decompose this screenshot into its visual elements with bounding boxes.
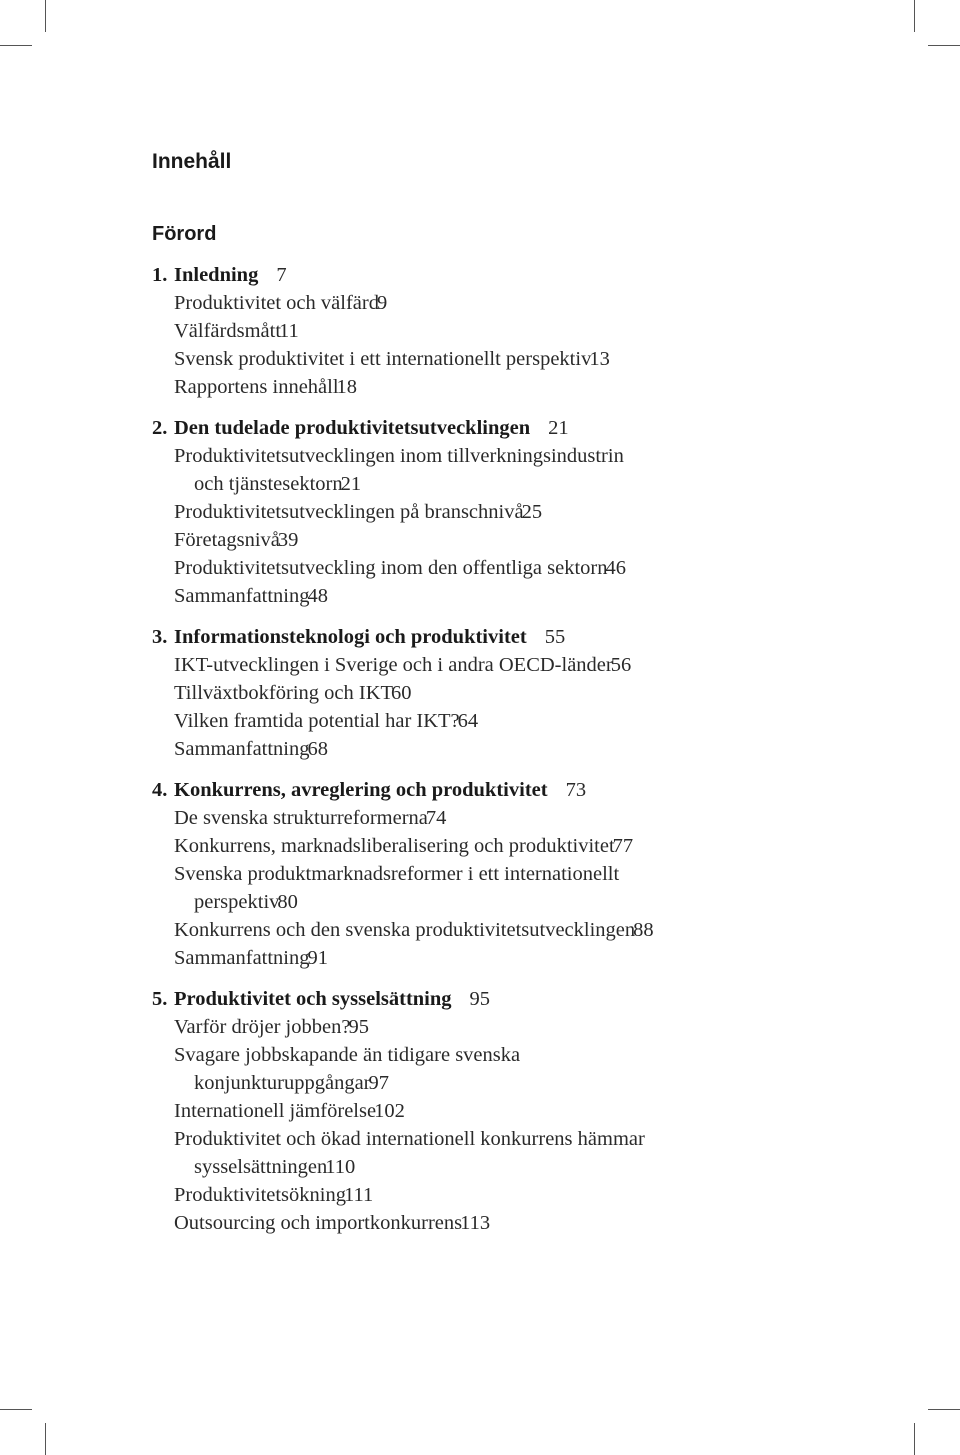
entry-page-number: 56 xyxy=(610,654,632,676)
chapter-heading xyxy=(152,985,932,1013)
entry-page-number: 110 xyxy=(325,1156,356,1178)
entry-page-number: 97 xyxy=(368,1072,389,1094)
crop-mark xyxy=(928,45,960,46)
entry-title-line: Svensk produktivitet i ett internationellt perspektiv xyxy=(174,348,592,370)
entry-title-line: Produktivitetsutveckling inom den offentliga sektorn xyxy=(174,557,608,579)
toc-entry xyxy=(174,860,932,916)
chapter-page-number: 7 xyxy=(276,264,287,286)
entry-page-number: 80 xyxy=(277,891,298,913)
toc-entry xyxy=(174,526,932,554)
entry-page-number: 60 xyxy=(391,682,412,704)
page-title: Innehåll xyxy=(152,150,232,173)
toc-chapter xyxy=(152,776,932,972)
entry-title-line: Svenska produktmarknadsreformer i ett internationellt xyxy=(174,863,620,885)
crop-mark xyxy=(0,45,32,46)
entry-title-line: Outsourcing och importkonkurrens xyxy=(174,1212,463,1234)
toc-entry xyxy=(174,651,932,679)
entry-title-line: Sammanfattning xyxy=(174,738,310,760)
toc-chapter xyxy=(152,985,932,1237)
toc-chapters xyxy=(152,261,932,1237)
entry-title-line: Konkurrens, marknadsliberalisering och produktivitet xyxy=(174,835,615,857)
entry-title-line: Rapportens innehåll xyxy=(174,376,339,398)
chapter-title: Den tudelade produktivitetsutvecklingen xyxy=(174,417,531,439)
entry-page-number: 77 xyxy=(612,835,634,857)
chapter-title: Inledning xyxy=(174,264,259,286)
toc-chapter xyxy=(152,261,932,401)
crop-mark xyxy=(914,0,915,32)
toc-entry xyxy=(174,832,932,860)
entry-page-number: 39 xyxy=(277,529,299,551)
toc-chapter xyxy=(152,623,932,763)
entry-page-number: 102 xyxy=(374,1100,405,1122)
entry-page-number: 91 xyxy=(307,947,329,969)
crop-mark xyxy=(914,1423,915,1455)
toc-entry: Produktivitet och välfärd9 xyxy=(174,292,388,314)
entry-page-number: 74 xyxy=(425,807,447,829)
entry-title-line: Sammanfattning xyxy=(174,585,310,607)
toc-entry xyxy=(174,1181,932,1209)
toc-entry xyxy=(174,1125,932,1181)
entry-page-number: 21 xyxy=(340,473,362,495)
entry-title-line: Produktivitetsökning xyxy=(174,1184,346,1206)
table-of-contents xyxy=(152,220,932,1250)
toc-entry xyxy=(174,345,932,373)
toc-entry xyxy=(174,944,932,972)
chapter-title: Informationsteknologi och produktivitet xyxy=(174,626,527,648)
chapter-number: 4. xyxy=(152,779,168,801)
toc-entry xyxy=(174,442,932,498)
toc-entry xyxy=(174,582,932,610)
entry-page-number: 64 xyxy=(457,710,479,732)
entry-title-line: Välfärdsmått xyxy=(174,320,282,342)
toc-entry xyxy=(174,707,932,735)
entry-title-line: Konkurrens och den svenska produktivitetsutvecklingen xyxy=(174,919,636,941)
crop-mark xyxy=(45,0,46,32)
entry-page-number: 95 xyxy=(348,1016,369,1038)
entry-title-line: konjunkturuppgångar xyxy=(194,1072,371,1094)
entry-title-line: Produktivitetsutvecklingen inom tillverkningsindustrin xyxy=(174,445,624,467)
entry-title-line: perspektiv xyxy=(194,891,280,913)
entry-title-line: Sammanfattning xyxy=(174,947,310,969)
entry-page-number: 25 xyxy=(521,501,543,523)
entry-title-line: och tjänstesektorn xyxy=(194,473,343,495)
chapter-heading xyxy=(152,623,932,651)
entry-title-line: De svenska strukturreformerna xyxy=(174,807,428,829)
crop-mark xyxy=(0,1409,32,1410)
chapter-title: Produktivitet och sysselsättning xyxy=(174,988,452,1010)
entry-title-line: Internationell jämförelse xyxy=(174,1100,377,1122)
toc-entry xyxy=(174,498,932,526)
chapter-page-number: 55 xyxy=(544,626,566,648)
entry-page-number: 111 xyxy=(343,1184,374,1206)
toc-chapter xyxy=(152,414,932,610)
entry-page-number: 13 xyxy=(589,348,610,370)
toc-entry: Välfärdsmått11 xyxy=(174,320,299,342)
entry-title-line: Tillväxtbokföring och IKT xyxy=(174,682,394,704)
chapter-title: Konkurrens, avreglering och produktivitet xyxy=(174,779,548,801)
toc-entry xyxy=(174,1097,932,1125)
entry-title-line: Produktivitet och ökad internationell konkurrens hämmar xyxy=(174,1128,645,1150)
toc-entry xyxy=(174,373,932,401)
chapter-page-number: 95 xyxy=(469,988,491,1010)
entry-title-line: Varför dröjer jobben? xyxy=(174,1016,351,1038)
entry-page-number: 48 xyxy=(307,585,329,607)
toc-entry xyxy=(174,916,932,944)
toc-entry xyxy=(174,1041,932,1097)
entry-page-number: 68 xyxy=(307,738,329,760)
chapter-heading xyxy=(152,414,932,442)
entry-title-line: Produktivitetsutvecklingen på branschnivå xyxy=(174,501,524,523)
entry-title-line: Produktivitet och välfärd xyxy=(174,292,379,314)
toc-entry xyxy=(174,554,932,582)
entry-title-line: Företagsnivå xyxy=(174,529,280,551)
toc-preface: Förord xyxy=(152,223,217,245)
entry-title-line: Vilken framtida potential har IKT? xyxy=(174,710,460,732)
entry-title-line: IKT-utvecklingen i Sverige och i andra OECD-länder xyxy=(174,654,613,676)
chapter-heading xyxy=(152,776,932,804)
toc-entry xyxy=(174,679,932,707)
entry-page-number: 18 xyxy=(336,376,358,398)
entry-page-number: 113 xyxy=(460,1212,491,1234)
chapter-page-number: 21 xyxy=(548,417,569,439)
toc-entry xyxy=(174,1013,932,1041)
crop-mark xyxy=(45,1423,46,1455)
entry-page-number: 88 xyxy=(633,919,654,941)
toc-entry xyxy=(174,1209,932,1237)
chapter-number: 2. xyxy=(152,417,168,439)
chapter-heading xyxy=(152,261,932,289)
entry-title-line: sysselsättningen xyxy=(194,1156,328,1178)
entry-page-number: 46 xyxy=(605,557,626,579)
toc-entry xyxy=(174,804,932,832)
entry-title-line: Svagare jobbskapande än tidigare svenska xyxy=(174,1044,521,1066)
chapter-number: 3. xyxy=(152,626,168,648)
chapter-number: 5. xyxy=(152,988,168,1010)
chapter-page-number: 73 xyxy=(565,779,587,801)
chapter-number: 1. xyxy=(152,264,168,286)
toc-entry xyxy=(174,735,932,763)
crop-mark xyxy=(928,1409,960,1410)
